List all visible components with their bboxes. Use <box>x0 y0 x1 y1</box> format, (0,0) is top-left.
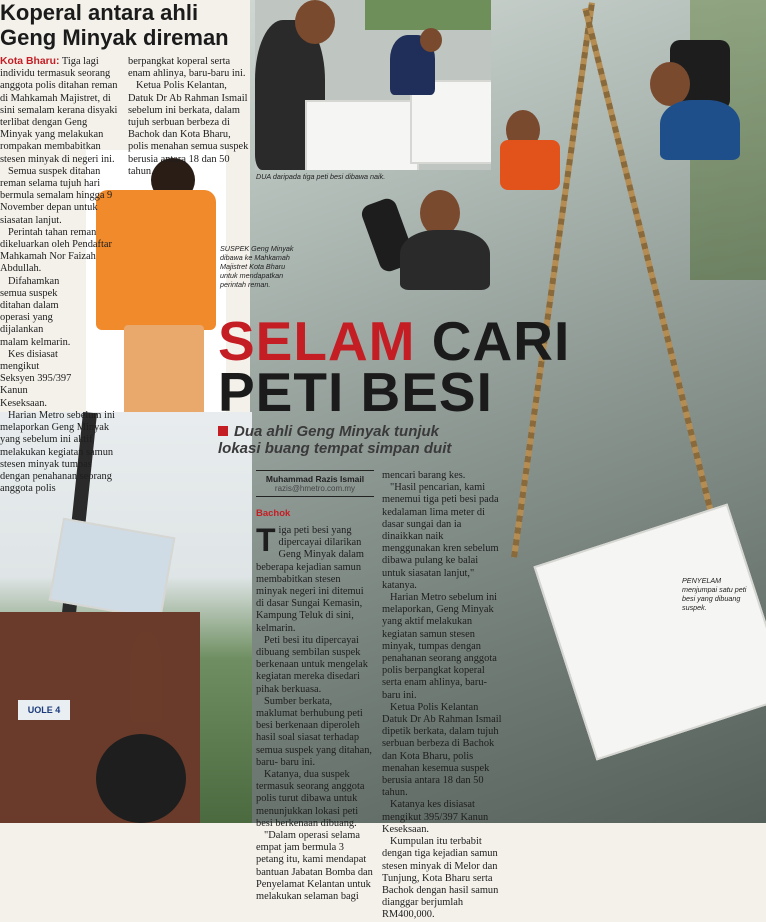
main-story-col2 <box>382 470 502 922</box>
diver-body <box>660 100 740 160</box>
top-story-col1 <box>0 56 118 495</box>
truck-plate: UOLE 4 <box>18 700 70 720</box>
main-col1-p1: iga peti besi yang dipercayai dilarikan Geng Minyak dalam beberapa kejadian samun membabitkan stesen minyak negeri ini ditemui di dasar Sungai Kemasin, Kampung Teluk di sini, kelmarin. <box>256 525 364 634</box>
main-col2-p5: Katanya kes disiasat mengikut 395/397 Kanun Keseksaan. <box>382 799 489 835</box>
safe-one <box>305 100 419 170</box>
main-headline <box>218 310 571 423</box>
main-col2-p3: Harian Metro sebelum ini melaporkan, Geng Minyak yang aktif melakukan kegiatan samun stesen minyak, tumpas dengan penahanan seorang anggota polis berpangkat koperal serta enam ahlinya, baru-baru ini. <box>382 592 498 701</box>
diver-head <box>650 62 690 106</box>
top-col2-p2: Ketua Polis Kelantan, Datuk Dr Ab Rahman Ismail sebelum ini berkata, dalam tujuh serbuan berbeza di Bachok dan Kota Bharu, polis menahan semua suspek berusia antara 18 dan 50 tahun. <box>128 80 249 177</box>
main-col1-p3: Sumber berkata, maklumat berhubung peti besi berkenaan diperoleh hasil soal siasat terhadap semua suspek yang ditahan, baru- baru ini. <box>256 695 373 768</box>
top-col1-p5: Kes disiasat mengikut Seksyen 395/397 Kanun Keseksaan. <box>0 348 72 409</box>
main-col2-p6: Kumpulan itu terbabit dengan tiga kejadian samun stesen minyak di Melor dan Tunjung, Kota Bharu serta Bachok dengan hasil samun dianggar berjumlah RM400,000. <box>382 836 499 921</box>
top-story-col2 <box>128 56 250 178</box>
top-col1-p4: Difahamkan semua suspek ditahan dalam operasi yang dijalankan malam kelmarin. <box>0 275 71 348</box>
dropcap: T <box>256 522 276 558</box>
rope-left <box>511 2 595 557</box>
main-story-col1 <box>256 522 374 903</box>
top-col1-p6: Harian Metro sebelum ini melaporkan Geng Minyak yang sebelum ini aktif melakukan kegiatan samun stesen minyak tumpas dengan penahanan seorang anggota polis <box>0 409 116 495</box>
top-col1-p2: Semua suspek ditahan reman selama tujuh hari bermula semalam hingga 9 November depan untuk siasatan lanjut. <box>0 165 113 226</box>
caption-diver: PENYELAM menjumpai satu peti besi yang dibuang suspek. <box>682 576 747 612</box>
headline-dark-2: PETI BESI <box>218 361 493 423</box>
top-col2-p1: berpangkat koperal serta enam ahlinya, baru-baru ini. <box>128 56 246 80</box>
worker-on-truck <box>130 632 162 722</box>
main-col2-p2: "Hasil pencarian, kami menemui tiga peti besi pada kedalaman lima meter di dasar sungai dan ia dinaikkan naik menggunakan kren sebelum dibawa pulang ke balai untuk siasatan lanjut," katanya. <box>382 482 499 591</box>
caption-team: DUA daripada tiga peti besi dibawa naik. <box>256 172 386 181</box>
officer-left-head <box>295 0 335 44</box>
team-photo <box>255 0 491 170</box>
top-lead-tag: Kota Bharu: <box>0 56 60 67</box>
deck <box>218 423 451 457</box>
foreground-head <box>96 734 186 823</box>
top-headline: Koperal antara ahli Geng Minyak direman <box>0 0 229 50</box>
main-col1-p2: Peti besi itu dipercayai dibuang sembilan suspek berkenaan untuk mengelak kegiatan mereka disedari pihak berkuasa. <box>256 634 368 695</box>
top-col1-p3: Perintah tahan reman dikeluarkan oleh Pendaftar Mahkamah Nor Faizah Abdullah. <box>0 226 112 275</box>
caption-suspect: SUSPEK Geng Minyak dibawa ke Mahkamah Majistret Kota Bharu untuk mendapatkan perintah reman. <box>220 244 294 289</box>
diver2-body <box>400 230 490 290</box>
dateline-location: Bachok <box>256 508 291 519</box>
main-col1-p5: "Dalam operasi selama empat jam bermula 3 petang itu, kami mendapat bantuan Jabatan Bomba dan Penyelamat Kelantan untuk melakukan selaman bagi <box>256 830 373 903</box>
main-col2-p1: mencari barang kes. <box>382 470 466 481</box>
team-photo-grass <box>365 0 491 30</box>
deck-bullet <box>218 426 228 436</box>
headline-dark-1: CARI <box>431 310 571 372</box>
lifted-safe <box>533 503 766 760</box>
byline-name: Muhammad Razis Ismail <box>265 474 365 484</box>
deck-line-1: Dua ahli Geng Minyak tunjuk <box>234 423 440 440</box>
deck-line-2: lokasi buang tempat simpan duit <box>218 440 452 457</box>
byline-email[interactable]: razis@hmetro.com.my <box>274 484 356 493</box>
main-col2-p4: Ketua Polis Kelantan Datuk Dr Ab Rahman Ismail dipetik berkata, dalam tujuh serbuan berbeza di Bachok dan Kota Bharu, polis menahan kesemua suspek berusia antara 18 dan 50 tahun. <box>382 701 502 799</box>
rescuer-vest <box>500 140 560 190</box>
byline <box>256 470 374 497</box>
headline-red: SELAM <box>218 310 416 372</box>
top-col1-p1: Tiga lagi individu termasuk seorang anggota polis ditahan reman di Mahkamah Majistret, di sini semalam kerana disyaki terlibat dengan Geng Minyak yang melakukan rompakan membabitkan stesen minyak di negeri ini. <box>0 56 118 165</box>
worker-head <box>420 28 442 52</box>
main-col1-p4: Katanya, dua suspek termasuk seorang anggota polis turut dibawa untuk menunjukkan lokasi peti besi berkenaan dibuang. <box>256 769 365 829</box>
